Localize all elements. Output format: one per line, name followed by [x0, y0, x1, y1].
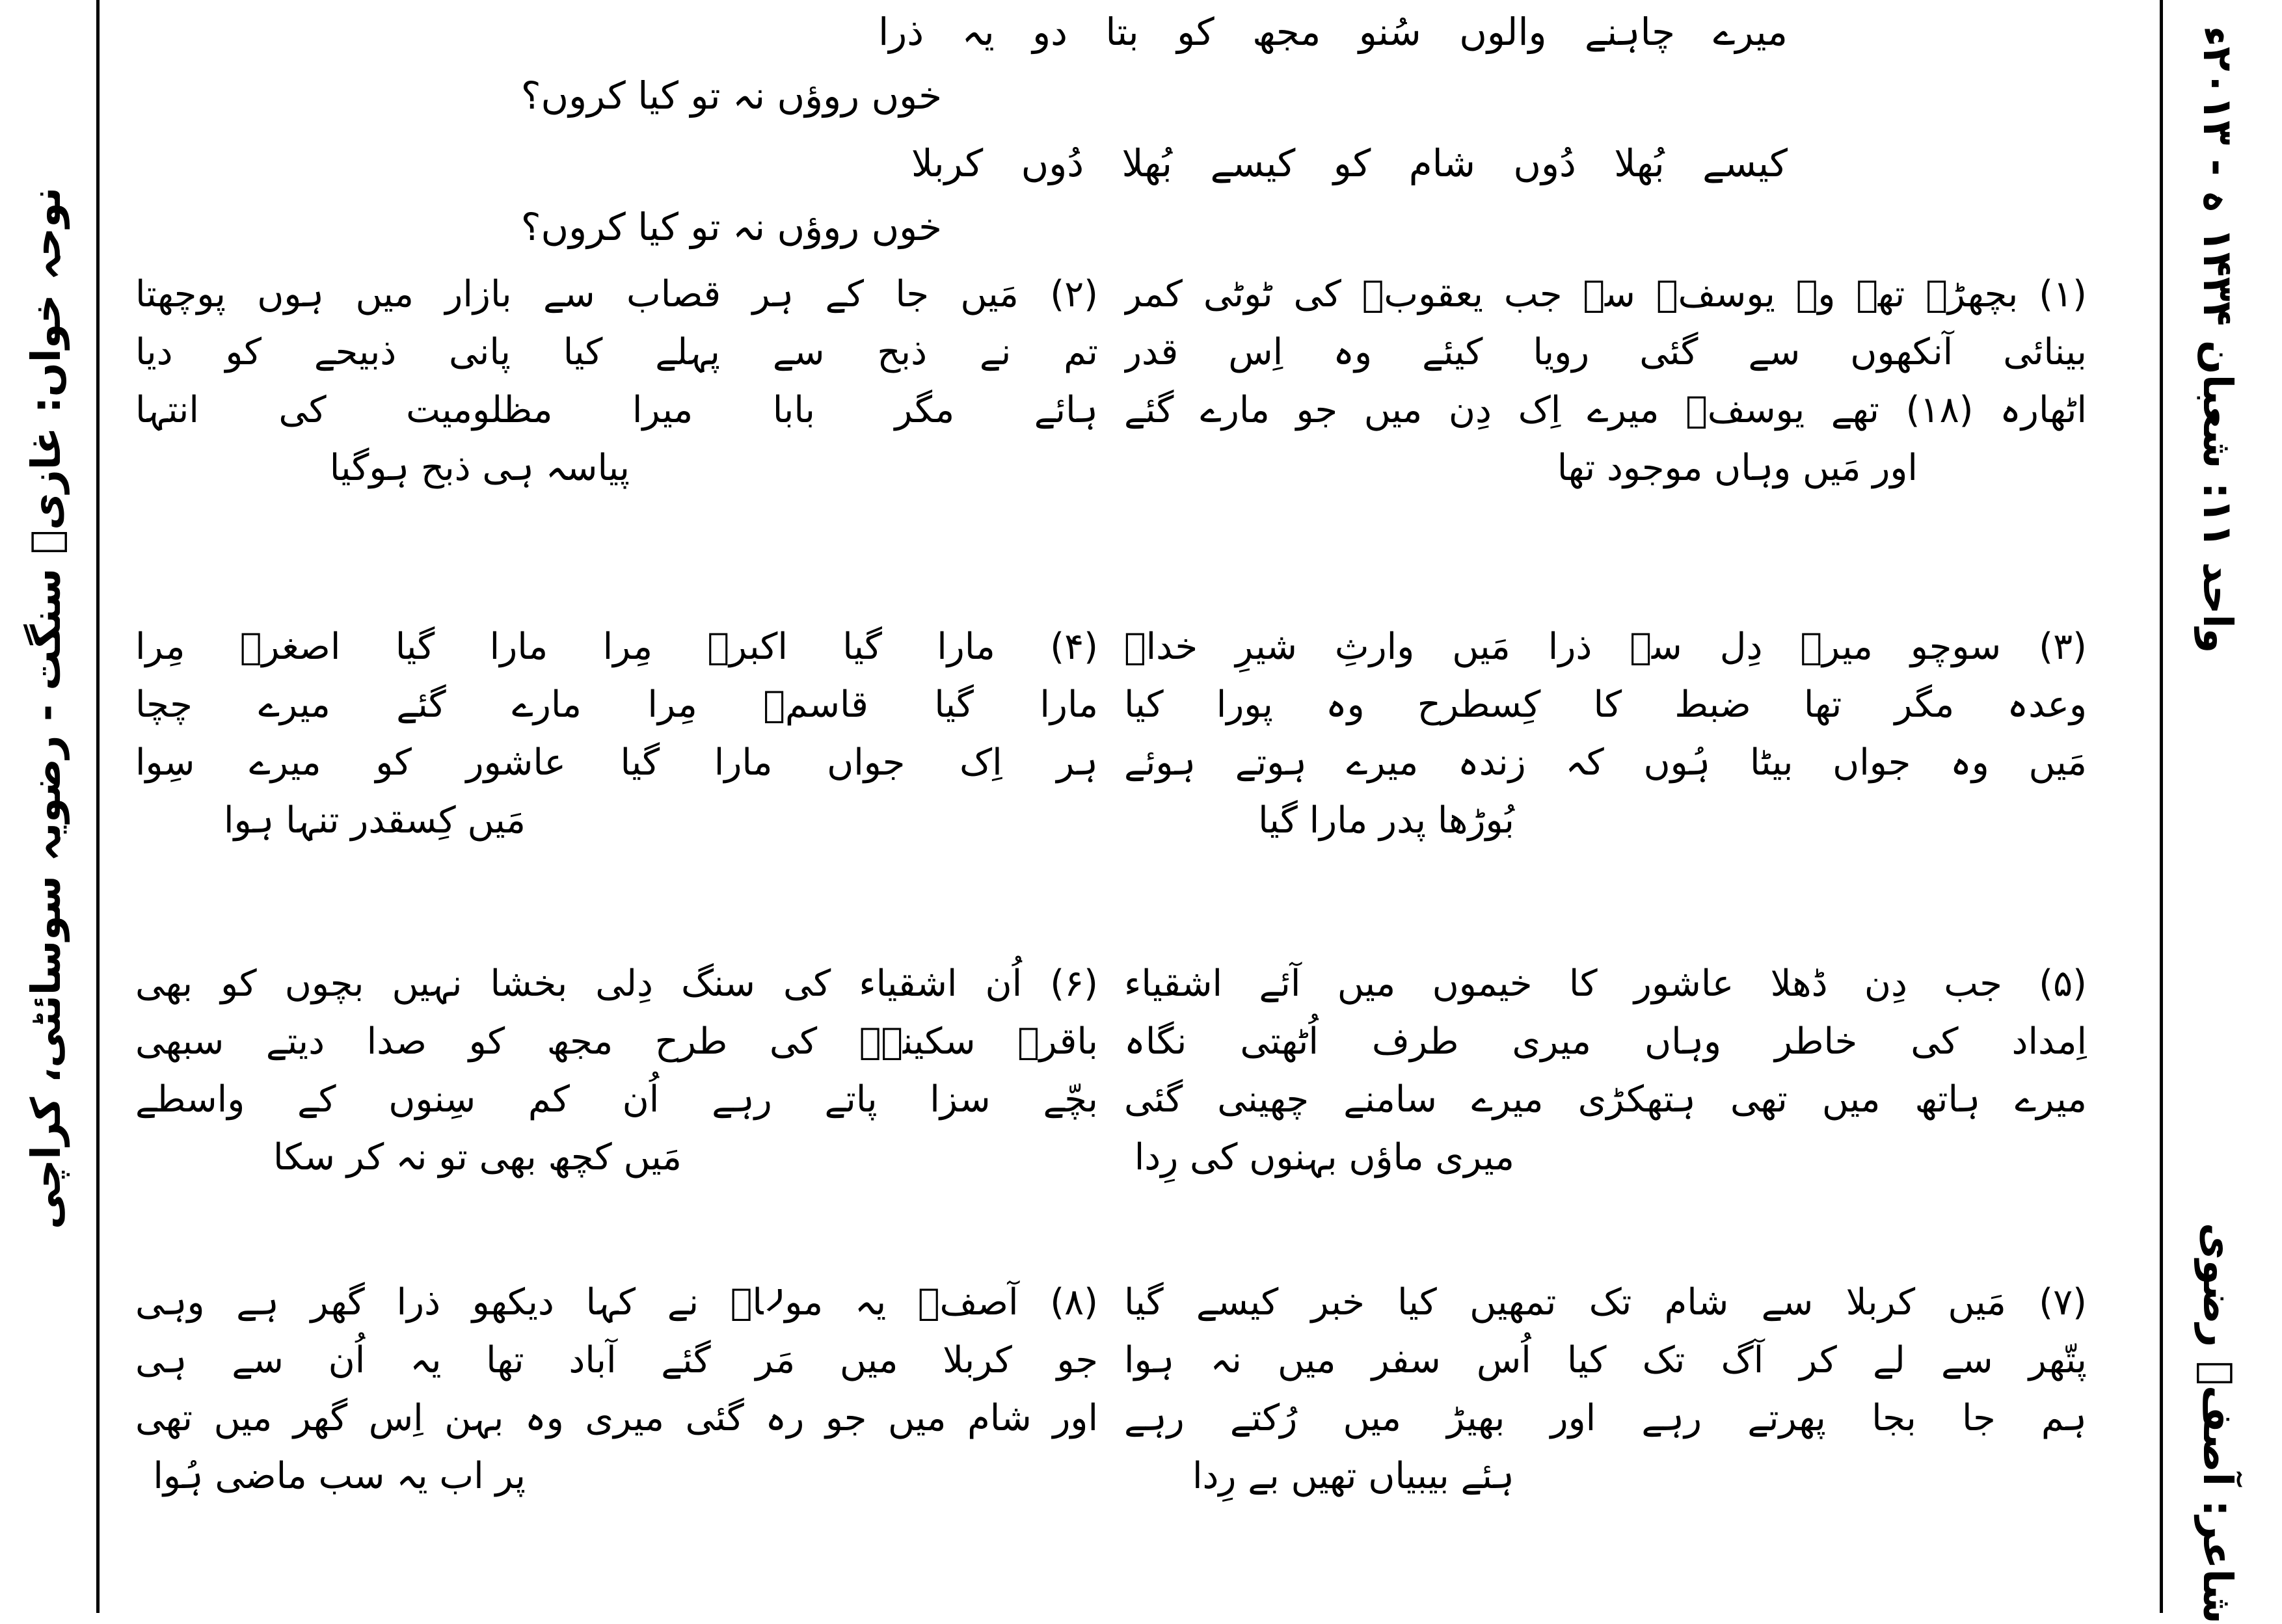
stanza-6-refrain: مَیں کچھ بھی تو نہ کر سکا: [273, 1136, 682, 1178]
stanza-5-line-2: اِمداد کی خاطر وہاں میری طرف اُٹھتی نگاہ: [1124, 1020, 2087, 1063]
stanza-2-refrain: پیاسہ ہی ذبح ہوگیا: [329, 447, 630, 489]
stanza-6-line-2: باقرؑ سکینہؑ کی طرح مجھ کو صدا دیتے سبھی: [135, 1020, 1098, 1063]
right-border-rule: [2160, 0, 2163, 1613]
chorus-line-4: خوں روؤں نہ تو کیا کروں؟: [520, 205, 942, 249]
left-border-rule: [96, 0, 100, 1613]
stanza-2-line-3: ہائے مگر بابا میرا مظلومیت کی انتہا: [135, 389, 1098, 431]
stanza-3-line-1: (۳) سوچو میرے دِل سے ذرا مَیں وارثِ شیرِ خداؑ: [1124, 626, 2087, 668]
stanza-4-line-3: ہر اِک جواں مارا گیا عاشور کو میرے سِوا: [135, 741, 1098, 784]
stanza-2-line-2: تم نے ذبح سے پہلے کیا پانی ذبیحے کو دیا: [135, 331, 1098, 373]
stanza-7: [1124, 1273, 2087, 1505]
stanza-2-line-1: (۲) مَیں جا کے ہر قصاب سے بازار میں ہوں پوچھتا: [135, 273, 1098, 315]
date-title: واحد ۱۱: شعبان ۱۴۳۴ ہ - ۲۰۱۳ء: [2194, 26, 2242, 654]
poet-credit: شاعر: آصفؔ رضوی: [2194, 1223, 2242, 1624]
stanza-6-line-3: بچّے سزا پاتے رہے اُن کم سِنوں کے واسطے: [135, 1078, 1098, 1121]
stanza-6: [135, 955, 1098, 1186]
stanza-8-line-1: (۸) آصفؔ یہ مولاؑ نے کہا دیکھو ذرا گھر ہے وہی: [135, 1281, 1098, 1324]
stanza-3: [1124, 618, 2087, 849]
stanza-1: [1124, 265, 2087, 497]
chorus-line-3: کیسے بُھلا دُوں شام کو کیسے بُھلا دُوں کربلا: [911, 141, 1788, 185]
stanza-1-line-1: (۱) بچھڑے تھے وہ یوسفؑ سے جب یعقوبؑ کی ٹوٹی کمر: [1124, 273, 2087, 315]
stanza-3-line-3: مَیں وہ جواں بیٹا ہُوں کہ زندہ میرے ہوتے ہوئے: [1124, 741, 2087, 784]
stanza-3-line-2: وعدہ مگر تھا ضبط کا کِسطرح وہ پورا کیا: [1124, 684, 2087, 726]
reciter-credit: نوحہ خواں: غازیؔ سنگت - رضویہ سوسائٹی، کراچی: [22, 187, 70, 1229]
stanza-1-line-3: اٹھارہ (۱۸) تھے یوسفؑ میرے اِک دِن میں جو مارے گئے: [1124, 389, 2087, 431]
stanza-8: [135, 1273, 1098, 1505]
stanza-1-line-2: بینائی آنکھوں سے گئی رویا کیئے وہ اِس قدر: [1124, 331, 2087, 373]
stanza-5: [1124, 955, 2087, 1186]
stanza-7-line-3: ہم جا بجا پھرتے رہے اور بھیڑ میں رُکتے رہے: [1124, 1397, 2087, 1439]
stanza-5-refrain: میری ماؤں بہنوں کی رِدا: [1134, 1136, 1514, 1178]
stanza-8-refrain: پر اب یہ سب ماضی ہُوا: [153, 1455, 526, 1497]
stanza-1-refrain: اور مَیں وہاں موجود تھا: [1557, 447, 1918, 489]
stanza-6-line-1: (۶) اُن اشقیاء کی سنگ دِلی بخشا نہیں بچوں کو بھی: [135, 963, 1098, 1005]
stanza-8-line-2: جو کربلا میں مَر گئے آباد تھا یہ اُن سے ہی: [135, 1339, 1098, 1381]
stanza-4-refrain: مَیں کِسقدر تنہا ہوا: [224, 799, 526, 842]
stanza-7-line-2: پتّھر سے لے کر آگ تک کیا اُس سفر میں نہ ہوا: [1124, 1339, 2087, 1381]
stanza-5-line-3: میرے ہاتھ میں تھی ہتھکڑی میرے سامنے چھینی گئی: [1124, 1078, 2087, 1121]
stanza-3-refrain: بُوڑھا پدر مارا گیا: [1258, 799, 1514, 842]
stanza-7-refrain: ہئے بیبیاں تھیں بے رِدا: [1192, 1455, 1514, 1497]
stanza-5-line-1: (۵) جب دِن ڈھلا عاشور کا خیموں میں آئے اشقیاء: [1124, 963, 2087, 1005]
chorus-line-1: میرے چاہنے والوں سُنو مجھ کو بتا دو یہ ذرا: [878, 10, 1788, 54]
stanza-4: [135, 618, 1098, 849]
stanza-8-line-3: اور شام میں جو رہ گئی میری وہ بہن اِس گھر میں تھی: [135, 1397, 1098, 1439]
chorus-line-2: خوں روؤں نہ تو کیا کروں؟: [520, 73, 942, 118]
stanza-4-line-2: مارا گیا قاسمؑ مِرا مارے گئے میرے چچا: [135, 684, 1098, 726]
stanza-4-line-1: (۴) مارا گیا اکبرؑ مِرا مارا گیا اصغرؑ مِرا: [135, 626, 1098, 668]
stanza-7-line-1: (۷) مَیں کربلا سے شام تک تمھیں کیا خبر کیسے گیا: [1124, 1281, 2087, 1324]
stanza-2: [135, 265, 1098, 497]
